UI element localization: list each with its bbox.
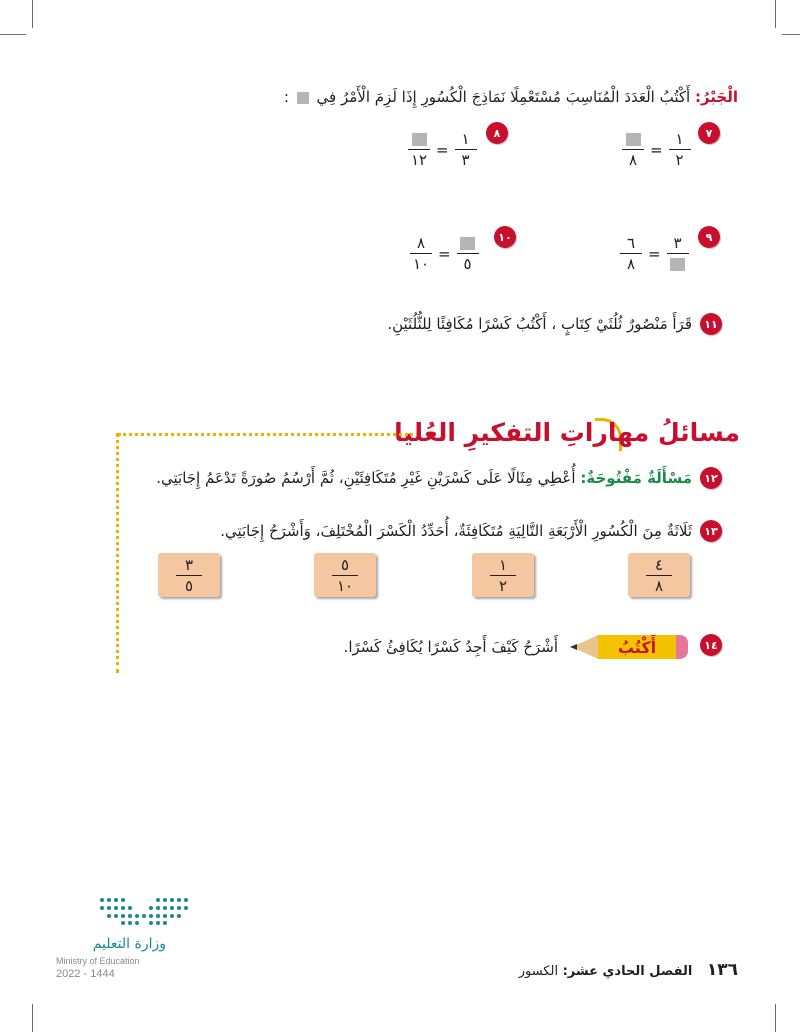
ministry-name-arabic: وزارة التعليم	[92, 936, 166, 952]
fraction-card: $\frac{٥}{١٠}$	[314, 553, 376, 597]
instruction-text: أَكْتُبُ الْعَدَدَ الْمُنَاسِبَ مُسْتَعْمِلًا نَمَاذِجَ الْكُسُورِ إِذَا لَزِمَ الْأَمْرُ فِي	[316, 88, 691, 106]
question-11-text: قَرَأَ مَنْصُورٌ ثُلُثَيْ كِتَابٍ ، أَكْتُبُ كَسْرًا مُكَافِئًا لِلثُّلُثَيْنِ.	[387, 315, 692, 333]
crop-mark	[32, 1004, 33, 1032]
instruction-colon: :	[283, 88, 289, 106]
fraction-unknown: ٣	[667, 234, 689, 273]
blank-box-icon	[412, 133, 427, 146]
page-number: ١٣٦	[706, 960, 738, 980]
fraction-given: $\frac{١}{٣}$	[455, 130, 477, 169]
exercise-number-7: ٧	[698, 122, 720, 144]
algebra-instruction	[38, 86, 738, 108]
question-number-11: ١١	[700, 313, 722, 335]
hots-heading-part1: مسائلُ	[657, 418, 740, 447]
ministry-dots-icon	[98, 896, 190, 926]
fraction-card: $\frac{٣}{٥}$	[158, 553, 220, 597]
chapter-label: الفصل الحادي عشر:	[562, 964, 693, 979]
write-label: أَكْتُبُ	[617, 637, 657, 657]
question-number-14: ١٤	[700, 634, 722, 656]
crop-mark	[0, 34, 26, 35]
exercise-10-equation	[410, 234, 479, 273]
fraction-unknown: ٨	[622, 130, 644, 169]
instruction-lead: الْجَبْرُ:	[694, 88, 738, 106]
question-12-label: مَسْأَلَةٌ مَفْتُوحَةٌ:	[580, 469, 692, 487]
equals-sign: =	[650, 140, 663, 159]
blank-box-icon	[460, 237, 475, 250]
blank-box-icon	[670, 258, 685, 271]
question-number-13: ١٣	[700, 520, 722, 542]
crop-mark	[775, 1004, 776, 1032]
fraction-given: $\frac{٦}{٨}$	[620, 234, 642, 273]
equals-sign: =	[436, 140, 449, 159]
exercise-9-equation	[620, 234, 689, 273]
crop-mark	[32, 0, 33, 28]
blank-box-icon	[297, 92, 309, 104]
hots-heading-part2: مهاراتِ التفكيرِ العُليا	[394, 418, 650, 447]
question-14-text: أَشْرَحُ كَيْفَ أَجِدُ كَسْرًا يُكَافِئُ كَسْرًا.	[343, 638, 558, 656]
blank-box-icon	[626, 133, 641, 146]
chapter-topic: الكسور	[518, 964, 559, 979]
question-number-12: ١٢	[700, 467, 722, 489]
hots-heading	[394, 418, 740, 447]
fraction-given: $\frac{٨}{١٠}$	[410, 234, 432, 273]
equals-sign: =	[648, 244, 661, 263]
crop-mark	[782, 34, 800, 35]
ministry-name-english: Ministry of Education	[56, 956, 140, 966]
question-13-text: ثَلَاثَةٌ مِنَ الْكُسُورِ الْأَرْبَعَةِ التَّالِيَةِ مُتَكَافِئَةٌ، أُحَدِّدُ الْكَسْرَ الْمُخْتَلِفَ، وَأَشْرَحُ إِجَابَتِي.	[220, 522, 692, 540]
write-pencil-icon	[568, 632, 688, 662]
edition-year: 2022 - 1444	[56, 968, 115, 980]
crop-mark	[775, 0, 776, 28]
exercise-7-equation	[622, 130, 691, 169]
exercise-number-8: ٨	[486, 122, 508, 144]
exercise-8-equation	[408, 130, 477, 169]
exercise-number-9: ٩	[698, 226, 720, 248]
fraction-unknown: ٥	[457, 234, 479, 273]
fraction-card: $\frac{٤}{٨}$	[628, 553, 690, 597]
question-12-text	[112, 467, 692, 489]
fraction-given: $\frac{١}{٢}$	[669, 130, 691, 169]
ministry-logo	[56, 896, 196, 986]
equals-sign: =	[438, 244, 451, 263]
page-footer	[519, 960, 738, 980]
section-divider	[118, 433, 413, 436]
fraction-unknown: ١٢	[408, 130, 430, 169]
fraction-card: $\frac{١}{٢}$	[472, 553, 534, 597]
question-12-body: أُعْطِي مِثَالًا عَلَى كَسْرَيْنِ غَيْرِ مُتَكَافِئَيْنِ، ثُمَّ أَرْسُمُ صُورَةً تَدْعَمُ إِجَابَتِي.	[156, 469, 576, 487]
exercise-number-10: ١٠	[494, 226, 516, 248]
